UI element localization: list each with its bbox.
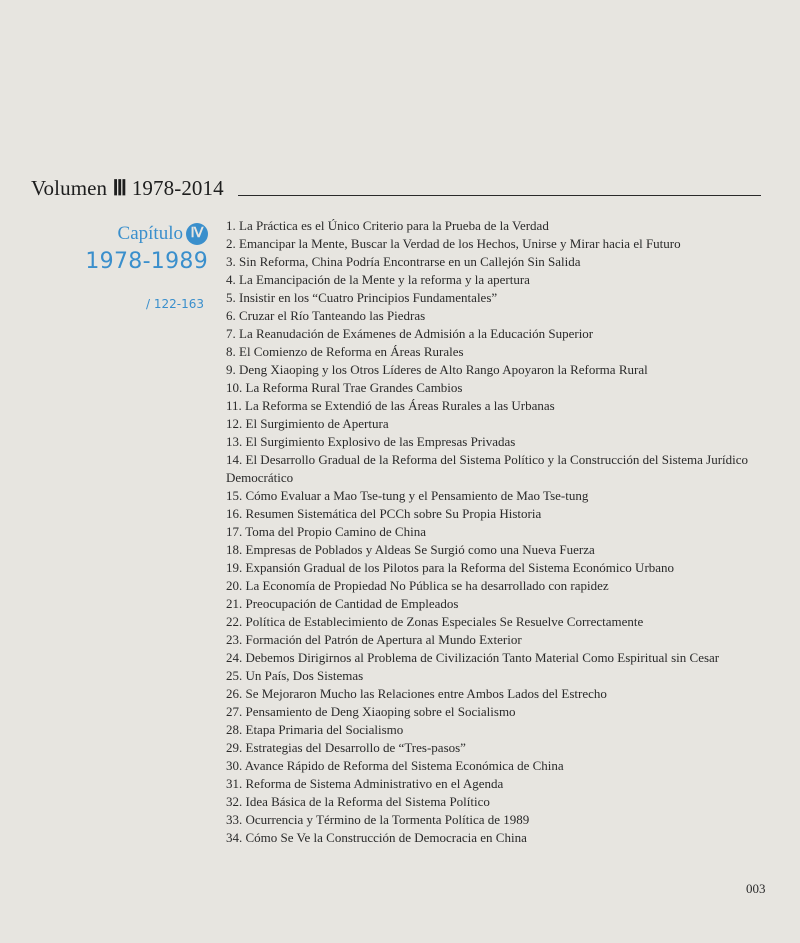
toc-entry: 4. La Emancipación de la Mente y la reforma y la apertura bbox=[226, 272, 530, 287]
toc-entry: 23. Formación del Patrón de Apertura al Mundo Exterior bbox=[226, 632, 522, 647]
toc-entry: 11. La Reforma se Extendió de las Áreas Rurales a las Urbanas bbox=[226, 398, 555, 413]
toc-entry: 24. Debemos Dirigirnos al Problema de Civilización Tanto Material Como Espiritual sin Cesar bbox=[226, 650, 720, 665]
toc-entry: 8. El Comienzo de Reforma en Áreas Rurales bbox=[226, 344, 464, 359]
toc-entry: 14. El Desarrollo Gradual de la Reforma del Sistema Político y la Construcción del Sistema Jurídico Democrático bbox=[226, 452, 749, 485]
toc-entry: 33. Ocurrencia y Término de la Tormenta Política de 1989 bbox=[226, 812, 530, 827]
toc-entry: 10. La Reforma Rural Trae Grandes Cambios bbox=[226, 380, 463, 395]
toc-entry: 20. La Economía de Propiedad No Pública se ha desarrollado con rapidez bbox=[226, 578, 609, 593]
toc-entry: 16. Resumen Sistemática del PCCh sobre Su Propia Historia bbox=[226, 506, 542, 521]
toc-entry: 31. Reforma de Sistema Administrativo en el Agenda bbox=[226, 776, 504, 791]
toc-entry: 1. La Práctica es el Único Criterio para la Prueba de la Verdad bbox=[226, 218, 549, 233]
volume-roman-numeral: Ⅲ bbox=[112, 176, 127, 200]
toc-entry: 17. Toma del Propio Camino de China bbox=[226, 524, 426, 539]
header-rule bbox=[238, 195, 761, 196]
toc-entry: 18. Empresas de Poblados y Aldeas Se Surgió como una Nueva Fuerza bbox=[226, 542, 595, 557]
volume-years: 1978-2014 bbox=[126, 176, 224, 200]
toc-entry: 12. El Surgimiento de Apertura bbox=[226, 416, 389, 431]
page-number: 003 bbox=[746, 881, 766, 896]
toc-entry: 29. Estrategias del Desarrollo de “Tres-pasos” bbox=[226, 740, 466, 755]
toc-entry: 7. La Reanudación de Exámenes de Admisión a la Educación Superior bbox=[226, 326, 594, 341]
toc-entry: 34. Cómo Se Ve la Construcción de Democracia en China bbox=[226, 830, 527, 845]
toc-entry: 19. Expansión Gradual de los Pilotos para la Reforma del Sistema Económico Urbano bbox=[226, 560, 675, 575]
chapter-page-range: / 122-163 bbox=[146, 297, 204, 311]
toc-entry: 5. Insistir en los “Cuatro Principios Fundamentales” bbox=[226, 290, 498, 305]
toc-entry: 30. Avance Rápido de Reforma del Sistema Económica de China bbox=[226, 758, 564, 773]
toc-entry: 21. Preocupación de Cantidad de Empleados bbox=[226, 596, 459, 611]
toc-entry: 25. Un País, Dos Sistemas bbox=[226, 668, 364, 683]
chapter-heading bbox=[80, 222, 208, 246]
volume-prefix: Volumen bbox=[31, 176, 113, 200]
volume-title bbox=[31, 176, 224, 201]
toc-entry: 15. Cómo Evaluar a Mao Tse-tung y el Pensamiento de Mao Tse-tung bbox=[226, 488, 589, 503]
chapter-years: 1978-1989 bbox=[85, 249, 208, 274]
toc-entry: 6. Cruzar el Río Tanteando las Piedras bbox=[226, 308, 426, 323]
toc-entry: 3. Sin Reforma, China Podría Encontrarse en un Callejón Sin Salida bbox=[226, 254, 581, 269]
volume-header bbox=[31, 171, 761, 201]
chapter-number-badge: Ⅳ bbox=[186, 223, 208, 245]
toc-entry: 9. Deng Xiaoping y los Otros Líderes de Alto Rango Apoyaron la Reforma Rural bbox=[226, 362, 648, 377]
toc-entry: 27. Pensamiento de Deng Xiaoping sobre el Socialismo bbox=[226, 704, 516, 719]
chapter-info bbox=[80, 222, 208, 311]
chapter-label: Capítulo bbox=[117, 223, 183, 244]
toc-entry: 26. Se Mejoraron Mucho las Relaciones entre Ambos Lados del Estrecho bbox=[226, 686, 607, 701]
toc-entry: 2. Emancipar la Mente, Buscar la Verdad de los Hechos, Unirse y Mirar hacia el Futuro bbox=[226, 236, 681, 251]
toc-entry: 13. El Surgimiento Explosivo de las Empresas Privadas bbox=[226, 434, 516, 449]
toc-entry: 28. Etapa Primaria del Socialismo bbox=[226, 722, 404, 737]
toc-entry: 32. Idea Básica de la Reforma del Sistema Político bbox=[226, 794, 490, 809]
toc-entry: 22. Política de Establecimiento de Zonas Especiales Se Resuelve Correctamente bbox=[226, 614, 644, 629]
table-of-contents bbox=[226, 217, 771, 847]
